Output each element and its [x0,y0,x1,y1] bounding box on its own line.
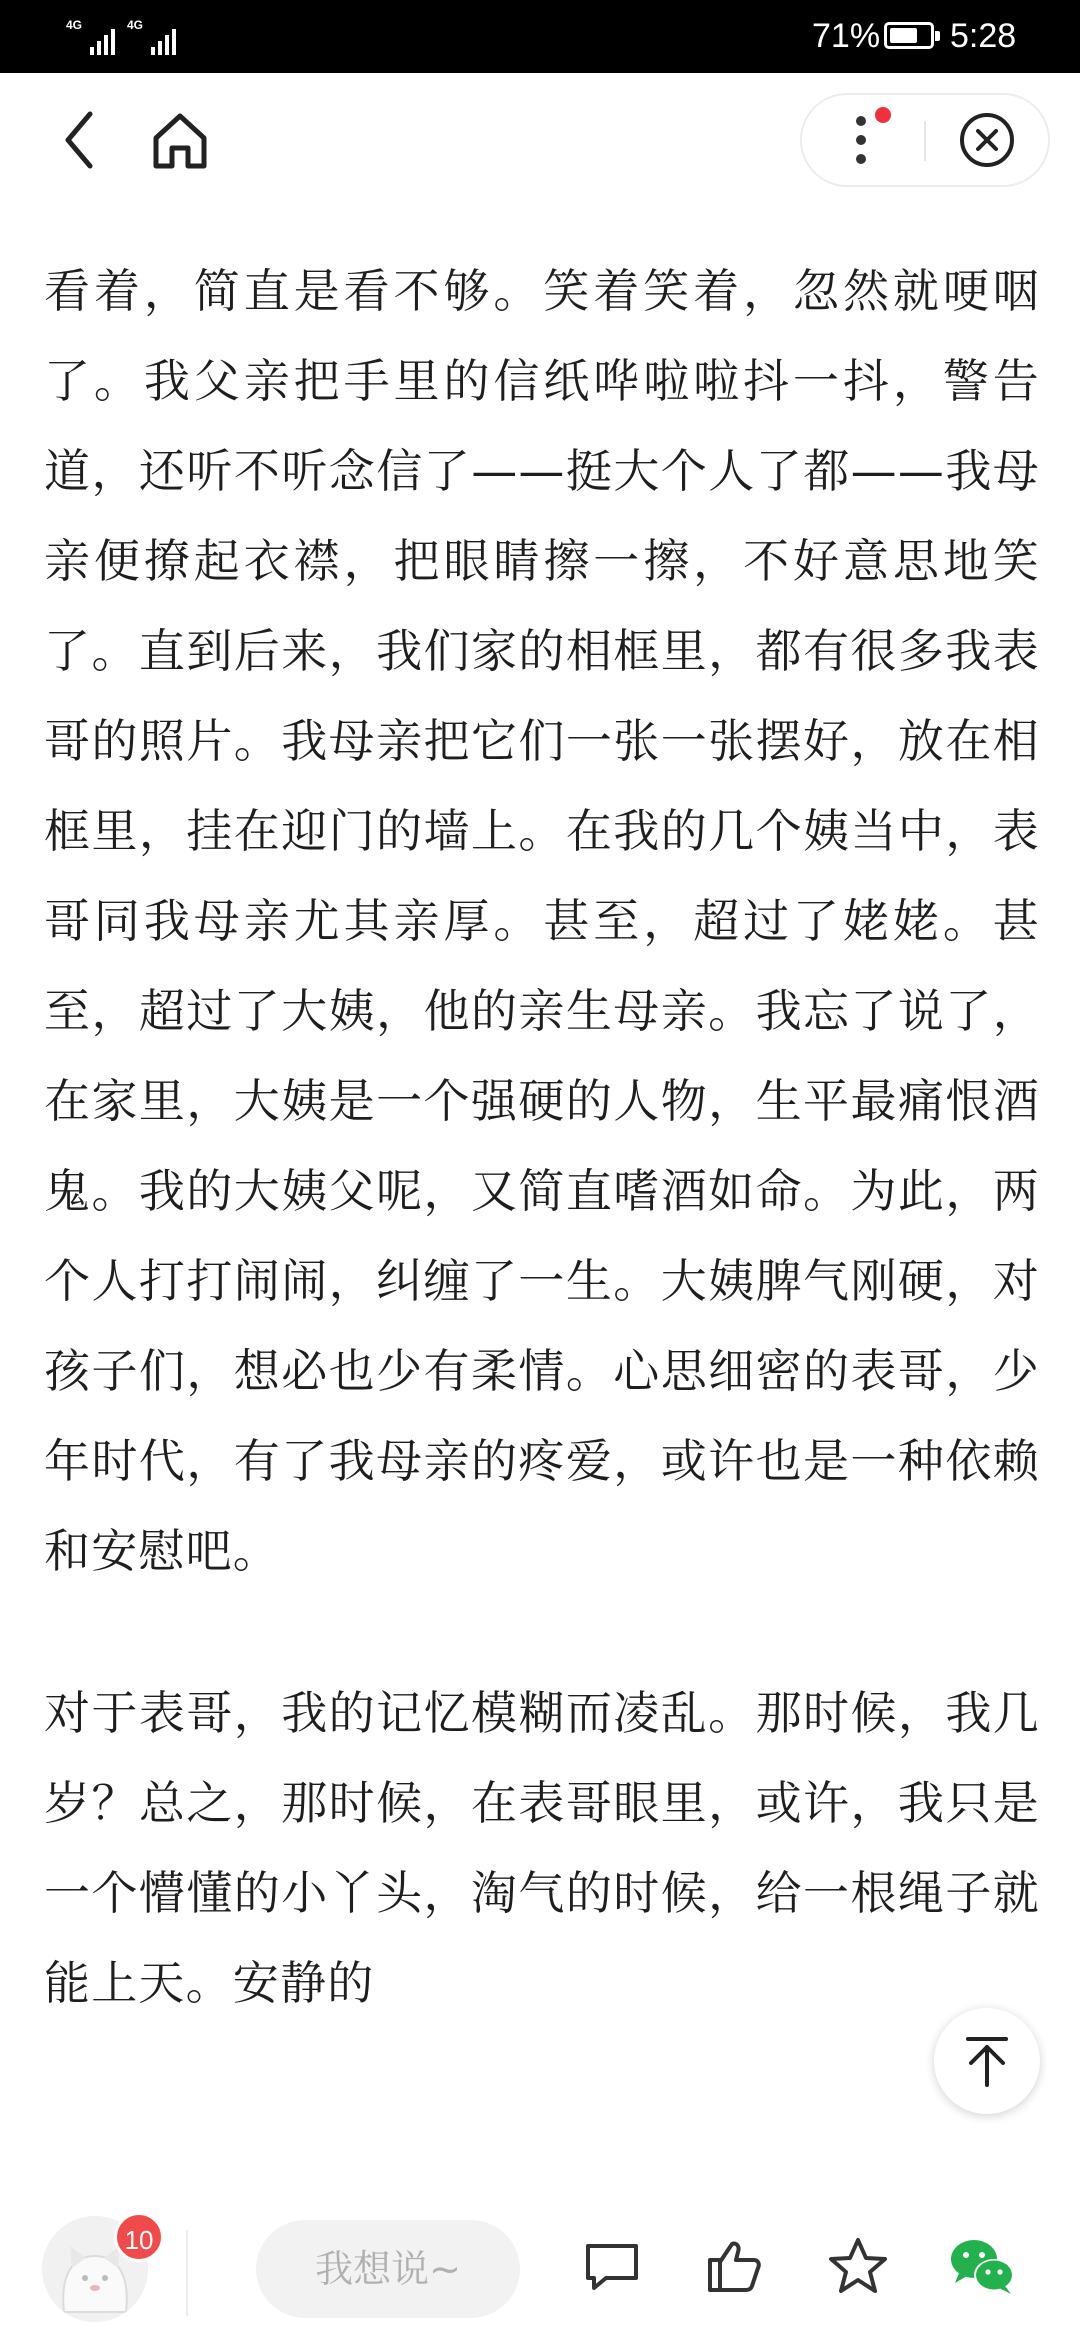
thumbs-up-icon [704,2236,764,2296]
home-icon [148,108,212,172]
arrow-up-to-top-icon [962,2033,1012,2089]
capsule-divider [924,121,926,161]
article-paragraph-1: 看着，简直是看不够。笑着笑着，忽然就哽咽了。我父亲把手里的信纸哗啦啦抖一抖，警告道，还听不听念信了——挺大个人了都——我母亲便撩起衣襟，把眼睛擦一擦，不好意思地笑了。直到后来，我们家的相框里，都有很多我表哥的照片。我母亲把它们一张一张摆好，放在相框里，挂在迎门的墙上。在我的几个姨当中，表哥同我母亲尤其亲厚。甚至，超过了姥姥。甚至，超过了大姨，他的亲生母亲。我忘了说了，在家里，大姨是一个强硬的人物，生平最痛恨酒鬼。我的大姨父呢，又简直嗜酒如命。为此，两个人打打闹闹，纠缠了一生。大姨脾气刚硬，对孩子们，想必也少有柔情。心思细密的表哥，少年时代，有了我母亲的疼爱，或许也是一种依赖和安慰吧。 [44,264,1040,1578]
like-button[interactable] [694,2226,774,2306]
comment-input[interactable]: 我想说~ [256,2220,520,2318]
more-button[interactable] [822,95,912,185]
more-vertical-icon [837,105,897,175]
user-avatar-button[interactable] [42,2216,154,2324]
article-paragraph-2: 对于表哥，我的记忆模糊而凌乱。那时候，我几岁？总之，那时候，在表哥眼里，或许，我只是一个懵懂的小丫头，淘气的时候，给一根绳子就能上天。安静的 [44,1686,1040,2010]
chevron-left-icon [60,108,100,172]
close-button[interactable] [942,95,1032,185]
comment-icon [582,2238,642,2294]
close-circle-icon [957,110,1017,170]
article-body [44,246,1040,2028]
notification-badge: 10 [114,2212,164,2262]
mini-program-capsule [800,93,1050,187]
status-bar [0,0,1080,73]
signal-2-icon [127,17,247,55]
signal-1-label: 4G [66,18,83,32]
notification-dot [875,107,891,123]
clock: 5:28 [950,17,1017,55]
battery-percent: 71% [812,17,881,55]
nav-bar [0,73,1080,207]
back-to-top-button[interactable] [934,2008,1040,2114]
comment-button[interactable] [572,2226,652,2306]
battery-icon [884,22,934,49]
bottom-action-bar [0,2190,1080,2340]
home-button[interactable] [140,100,220,180]
signal-2-label: 4G [127,18,144,32]
bottom-divider [186,2230,188,2316]
back-button[interactable] [48,100,112,180]
favorite-button[interactable] [818,2226,898,2306]
wechat-share-button[interactable] [942,2226,1022,2306]
wechat-icon [947,2235,1017,2297]
star-icon [827,2235,889,2297]
